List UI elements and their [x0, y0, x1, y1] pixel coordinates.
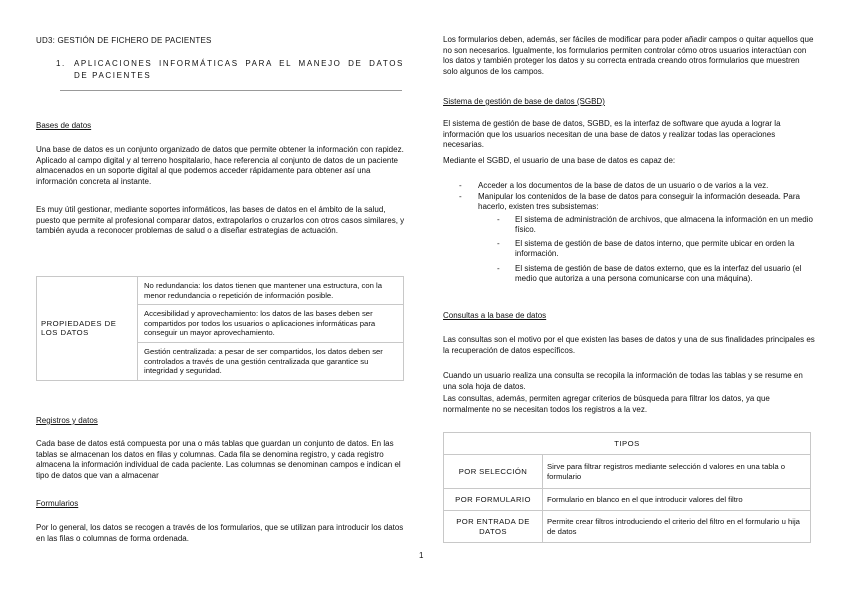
section-number: 1. — [56, 59, 66, 68]
list-item — [497, 239, 815, 260]
tipo-desc: Permite crear filtros introduciendo el criterio del filtro en el formulario u hija de datos — [543, 511, 811, 543]
sub-bullet-text: El sistema de gestión de base de datos externo, que es la interfaz del usuario (el medio que autoriza a una persona comunicarse con una máquina). — [515, 264, 802, 284]
list-item — [459, 192, 814, 213]
properties-label: PROPIEDADES DE LOS DATOS — [37, 277, 138, 381]
document-title: UD3: GESTIÓN DE FICHERO DE PACIENTES — [36, 36, 212, 45]
heading-sgbd: Sistema de gestión de base de datos (SGBD) — [443, 97, 605, 106]
dash-bullet: - — [459, 192, 462, 201]
section-divider — [60, 90, 402, 91]
table-row — [444, 489, 811, 511]
sub-bullet-text: El sistema de gestión de base de datos interno, que permite ubicar en orden la información. — [515, 239, 795, 259]
tipo-desc: Sirve para filtrar registros mediante selección d valores en una tabla o formulario — [543, 455, 811, 489]
table-row — [444, 511, 811, 543]
section-heading — [56, 58, 404, 81]
tipo-label: POR SELECCIÓN — [444, 455, 543, 489]
dash-bullet: - — [459, 181, 462, 190]
sub-bullet-text: El sistema de administración de archivos, que almacena la información en un medio físico. — [515, 215, 813, 235]
paragraph-consultas-3: Las consultas, además, permiten agregar criterios de búsqueda para filtrar los datos, ya que normalmente no se necesitan todos los registros a la vez. — [443, 394, 770, 414]
paragraph-consultas-2: Cuando un usuario realiza una consulta se recopila la información de todas las tablas y se resume en una sola hoja de datos. — [443, 371, 803, 391]
paragraph-formularios: Por lo general, los datos se recogen a través de los formularios, que se utilizan para introducir los datos en las filas o columnas de forma ordenada. — [36, 523, 404, 543]
paragraph-consultas-1: Las consultas son el motivo por el que existen las bases de datos y una de sus finalidades principales es la recuperación de datos específicos. — [443, 335, 815, 355]
paragraph-formularios-cont: Los formularios deben, además, ser fáciles de modificar para poder añadir campos o quitar aquellos que no son necesarios. Igualmente, los formularios permiten controlar cómo otros usuarios interactúan con los datos y también proteger los datos y su correcta entrada creando otros formularios que muestren solo algunos de los campos. — [443, 35, 814, 76]
tipos-table — [443, 432, 811, 543]
heading-registros: Registros y datos — [36, 416, 98, 425]
table-row — [37, 277, 404, 305]
paragraph-registros: Cada base de datos está compuesta por una o más tablas que guardan un conjunto de datos. En las tablas se almacenan los datos en filas y columnas. Cada fila se denomina registro, y cada registro almacena la información individual de cada paciente. Las columnas se denominan campos e indican el tipo de datos que van a almacenar — [36, 439, 401, 480]
dash-bullet: - — [497, 239, 500, 248]
heading-consultas: Consultas a la base de datos — [443, 311, 547, 320]
heading-bases-de-datos: Bases de datos — [36, 121, 92, 130]
tipo-label: POR FORMULARIO — [444, 489, 543, 511]
properties-table — [36, 276, 404, 381]
list-item — [497, 264, 815, 285]
heading-formularios: Formularios — [36, 499, 79, 508]
paragraph-sgbd-2: Mediante el SGBD, el usuario de una base de datos es capaz de: — [443, 156, 676, 165]
tipo-label: POR ENTRADA DE DATOS — [444, 511, 543, 543]
tipos-header: TIPOS — [444, 433, 811, 455]
bullet-text: Manipular los contenidos de la base de datos para conseguir la información deseada. Para hacerlo, existen tres subsistemas: — [478, 192, 800, 212]
property-no-redundancia: No redundancia: los datos tienen que mantener una estructura, con la menor redundancia o repetición de información posible. — [138, 277, 404, 305]
paragraph-sgbd-1: El sistema de gestión de base de datos, SGBD, es la interfaz de software que ayuda a lograr la información que los usuarios necesitan de una base de datos y realizar todas las operaciones necesarias. — [443, 119, 781, 150]
table-row — [444, 455, 811, 489]
bullet-text: Acceder a los documentos de la base de datos de un usuario o de varios a la vez. — [478, 181, 769, 190]
page-number: 1 — [419, 551, 424, 560]
list-item — [497, 215, 815, 236]
property-gestion-centralizada: Gestión centralizada: a pesar de ser compartidos, los datos deben ser controlados a través de una gestión centralizada que garantice su integridad y seguridad. — [138, 342, 404, 380]
table-row — [444, 433, 811, 455]
dash-bullet: - — [497, 264, 500, 273]
property-accesibilidad: Accesibilidad y aprovechamiento: los datos de las bases deben ser compartidos por todos los usuarios o aplicaciones informáticas para conseguir un mayor aprovechamiento. — [138, 305, 404, 343]
list-item — [459, 181, 814, 191]
tipo-desc: Formulario en blanco en el que introducir valores del filtro — [543, 489, 811, 511]
dash-bullet: - — [497, 215, 500, 224]
paragraph-bases-1: Una base de datos es un conjunto organizado de datos que permite obtener la información con rapidez. Aplicado al campo digital y al terreno hospitalario, hace referencia al conjunto de datos de un paciente almacenados en un soporte digital al que podemos acceder rápidamente para obtener así una información concreta al instante. — [36, 145, 404, 186]
paragraph-bases-2: Es muy útil gestionar, mediante soportes informáticos, las bases de datos en el ámbito de la salud, puesto que permite al profesional comparar datos, extrapolarlos o cruzarlos con otros casos similares, y también ayuda a reconocer problemas de salud o a diseñar estrategias de actuación. — [36, 205, 405, 236]
section-title: APLICACIONES INFORMÁTICAS PARA EL MANEJO DE DATOS DE PACIENTES — [74, 59, 404, 80]
